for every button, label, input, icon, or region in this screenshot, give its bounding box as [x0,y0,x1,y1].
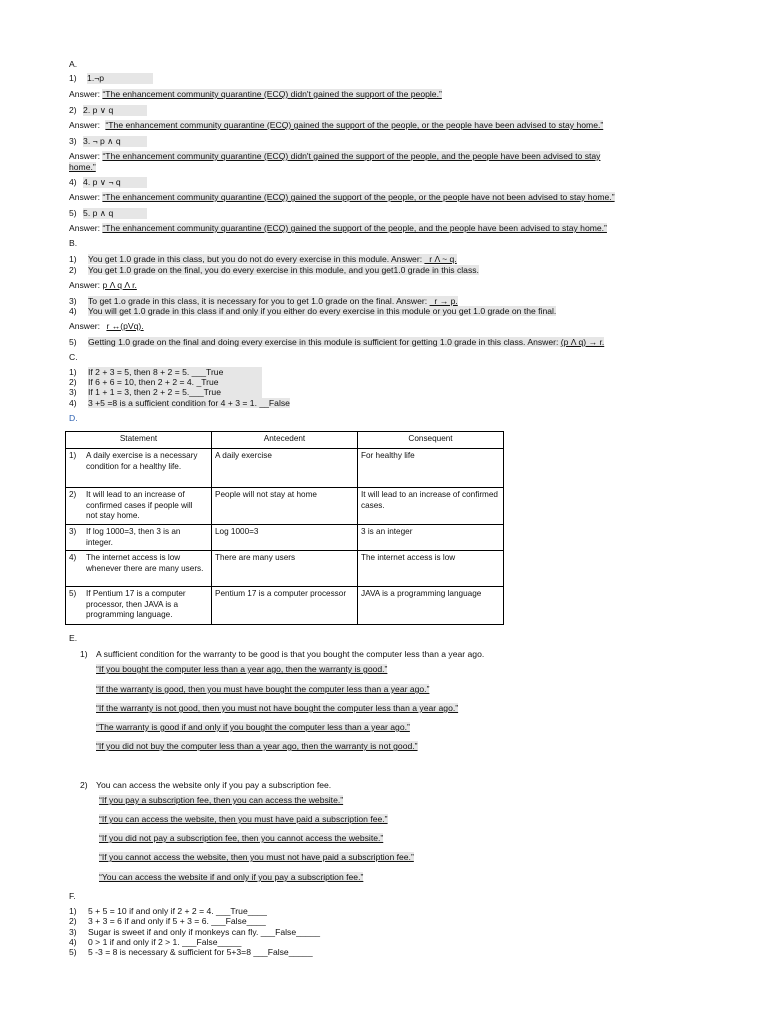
e2-answer-text: “If you pay a subscription fee, then you can access the website.” [99,795,344,805]
antecedent-cell: A daily exercise [212,449,358,488]
table-header-row [66,432,504,449]
row-num: 3) [69,527,77,536]
statement-table [65,431,504,625]
b-answer-2-value: p Λ q Λ r. [102,280,137,290]
a-answer-5-text: “The enhancement community quarantine (ECQ) gained the support of the people, and the people have been advised to stay home.” [102,223,607,233]
c-item-2-num: 2) [69,377,77,387]
a-item-3-expr: 3. ¬ p ∧ q [83,136,147,147]
e2-answer-text: “If you can access the website, then you must have paid a subscription fee.” [99,814,388,824]
table-row [66,587,504,625]
f-item-3-text: Sugar is sweet if and only if monkeys can fly. ___False_____ [88,927,320,937]
e-item-2-num: 2) [80,780,88,790]
statement-cell [66,587,212,625]
b-item-4 [69,306,556,317]
answer-label: Answer: [69,321,101,331]
e2-answer-text: “If you did not pay a subscription fee, then you cannot access the website.” [99,833,384,843]
a-item-4-num: 4) [69,177,77,187]
b-item-2-text: You get 1.0 grade on the final, you do every exercise in this module, and you get1.0 grade in this class. [88,265,479,275]
e1-answer-text: “The warranty is good if and only if you bought the computer less than a year ago.” [96,722,410,732]
antecedent-cell: People will not stay at home [212,488,358,525]
a-answer-2-text: “The enhancement community quarantine (ECQ) gained the support of the people, or the people have been advised to stay home.” [105,120,604,130]
a-item-3 [69,136,147,147]
b-answer-4 [69,321,144,332]
e2-answer-1 [69,795,343,806]
a-answer-3 [69,151,600,162]
table-row [66,488,504,525]
b-item-3-answer: _r → p. [429,296,458,306]
statement-text: It will lead to an increase of confirmed cases if people will not stay home. [86,490,193,520]
statement-cell [66,449,212,488]
e-item-1 [80,649,484,660]
row-num: 5) [69,589,77,598]
e-item-2 [80,780,331,791]
row-num: 1) [69,451,77,460]
e1-answer-2 [96,684,429,695]
a-item-4 [69,177,147,188]
consequent-cell: JAVA is a programming language [358,587,504,625]
a-item-2-expr: 2. p ∨ q [83,105,147,116]
f-item-4-num: 4) [69,937,77,947]
b-item-2 [69,265,479,276]
f-item-2-num: 2) [69,916,77,926]
column-header-consequent: Consequent [358,432,504,449]
antecedent-cell: Log 1000=3 [212,525,358,551]
b-item-3-text: To get 1.o grade in this class, it is necessary for you to get 1.0 grade on the final. Answer: [88,296,430,306]
a-item-1-expr: 1.¬p [87,73,153,84]
a-answer-1-text: “The enhancement community quarantine (ECQ) didn't gained the support of the people.” [102,89,442,99]
answer-label: Answer: [69,223,101,233]
a-answer-1 [69,89,442,100]
consequent-cell: It will lead to an increase of confirmed cases. [358,488,504,525]
e2-answer-text: “You can access the website if and only if you pay a subscription fee.” [99,872,364,882]
section-d-heading: D. [69,413,78,423]
e2-answer-2 [69,814,388,825]
a-answer-3-text-cont: home.” [69,162,96,172]
statement-cell [66,551,212,587]
consequent-cell: The internet access is low [358,551,504,587]
f-item-1-num: 1) [69,906,77,916]
e-item-1-text: A sufficient condition for the warranty to be good is that you bought the computer less than a year ago. [96,649,485,659]
section-b-heading: B. [69,238,78,248]
section-c-heading: C. [69,352,78,362]
b-item-2-num: 2) [69,265,77,275]
a-item-5-expr: 5. p ∧ q [83,208,147,219]
a-item-1-num: 1) [69,73,77,83]
f-item-1-text: 5 + 5 = 10 if and only if 2 + 2 = 4. ___True____ [88,906,267,916]
c-item-3-num: 3) [69,387,77,397]
a-item-3-num: 3) [69,136,77,146]
answer-label: Answer: [69,89,101,99]
table-row [66,551,504,587]
f-item-2-text: 3 + 3 = 6 if and only if 5 + 3 = 6. ___False____ [88,916,266,926]
b-item-4-text: You will get 1.0 grade in this class if and only if you either do every exercise in this module or you get 1.0 grade on the final. [88,306,557,316]
answer-label: Answer: [69,151,101,161]
e-item-2-text: You can access the website only if you pay a subscription fee. [96,780,332,790]
e1-answer-text: “If you did not buy the computer less than a year ago, then the warranty is not good.” [96,741,418,751]
c-item-1-text: If 2 + 3 = 5, then 8 + 2 = 5. ___True [88,367,262,378]
b-item-5-num: 5) [69,337,77,347]
a-answer-2 [69,120,603,131]
e2-answer-5 [69,872,363,883]
c-item-3-text: If 1 + 1 = 3, then 2 + 2 = 5.___True [88,387,262,398]
table-row [66,525,504,551]
statement-cell [66,525,212,551]
b-item-1-num: 1) [69,254,77,264]
row-num: 2) [69,490,77,499]
e1-answer-text: “If the warranty is not good, then you must not have bought the computer less than a year ago.” [96,703,459,713]
statement-text: If Pentium 17 is a computer processor, then JAVA is a programming language. [86,589,186,619]
f-item-5-text: 5 -3 = 8 is necessary & sufficient for 5+3=8 ___False_____ [88,947,313,957]
e1-answer-text: “If the warranty is good, then you must have bought the computer less than a year ago.” [96,684,430,694]
a-answer-4 [69,192,615,203]
column-header-statement: Statement [66,432,212,449]
f-item-5 [69,947,313,958]
c-item-4-text: 3 +5 =8 is a sufficient condition for 4 + 3 = 1. __False [88,398,290,408]
f-item-3-num: 3) [69,927,77,937]
e1-answer-1 [96,664,387,675]
e2-answer-3 [69,833,383,844]
b-item-5 [69,337,604,348]
column-header-antecedent: Antecedent [212,432,358,449]
statement-text: A daily exercise is a necessary condition for a healthy life. [86,451,198,471]
c-item-3 [69,387,262,398]
a-answer-4-text: “The enhancement community quarantine (ECQ) gained the support of the people, or the people have not been advised to stay home.” [102,192,615,202]
b-item-5-answer: (p Λ q) → r. [560,337,605,347]
statement-text: If log 1000=3, then 3 is an integer. [86,527,181,547]
a-answer-3-text: “The enhancement community quarantine (ECQ) didn't gained the support of the people, and the people have been advised to stay [102,151,601,161]
e2-answer-4 [69,852,414,863]
b-item-4-num: 4) [69,306,77,316]
a-item-2-num: 2) [69,105,77,115]
c-item-4 [69,398,290,409]
c-item-2-text: If 6 + 6 = 10, then 2 + 2 = 4. _True [88,377,262,388]
b-answer-2 [69,280,137,291]
section-e-heading: E. [69,633,78,643]
section-a-heading: A. [69,59,78,69]
a-item-1 [69,73,153,84]
a-item-5 [69,208,147,219]
f-item-5-num: 5) [69,947,77,957]
consequent-cell: For healthy life [358,449,504,488]
answer-label: Answer: [69,192,101,202]
answer-label: Answer: [69,280,101,290]
e1-answer-text: “If you bought the computer less than a year ago, then the warranty is good.” [96,664,388,674]
answer-label: Answer: [69,120,101,130]
e1-answer-3 [96,703,458,714]
b-item-1-answer: _r Λ ~ q. [424,254,457,264]
antecedent-cell: Pentium 17 is a computer processor [212,587,358,625]
e1-answer-4 [96,722,410,733]
antecedent-cell: There are many users [212,551,358,587]
a-answer-5 [69,223,607,234]
f-item-2 [69,916,266,927]
statement-cell [66,488,212,525]
statement-text: The internet access is low whenever there are many users. [86,553,204,573]
e-item-1-num: 1) [80,649,88,659]
row-num: 4) [69,553,77,562]
b-item-1 [69,254,457,265]
b-item-3-num: 3) [69,296,77,306]
a-item-2 [69,105,147,116]
e1-answer-5 [96,741,418,752]
a-item-5-num: 5) [69,208,77,218]
c-item-4-num: 4) [69,398,77,408]
f-item-4-text: 0 > 1 if and only if 2 > 1. ___False_____ [88,937,242,947]
consequent-cell: 3 is an integer [358,525,504,551]
e2-answer-text: “If you cannot access the website, then you must not have paid a subscription fee.” [99,852,414,862]
b-item-5-text: Getting 1.0 grade on the final and doing every exercise in this module is sufficient for getting 1.0 grade in this class. Answer: [88,337,561,347]
b-answer-4-value: r ↔(pVq). [106,321,144,331]
a-item-4-expr: 4. p ∨ ¬ q [83,177,147,188]
section-f-heading: F. [69,891,76,901]
b-item-1-text: You get 1.0 grade in this class, but you do not do every exercise in this module. Answer: [88,254,425,264]
table-row [66,449,504,488]
c-item-1-num: 1) [69,367,77,377]
a-answer-3-cont [69,162,96,173]
